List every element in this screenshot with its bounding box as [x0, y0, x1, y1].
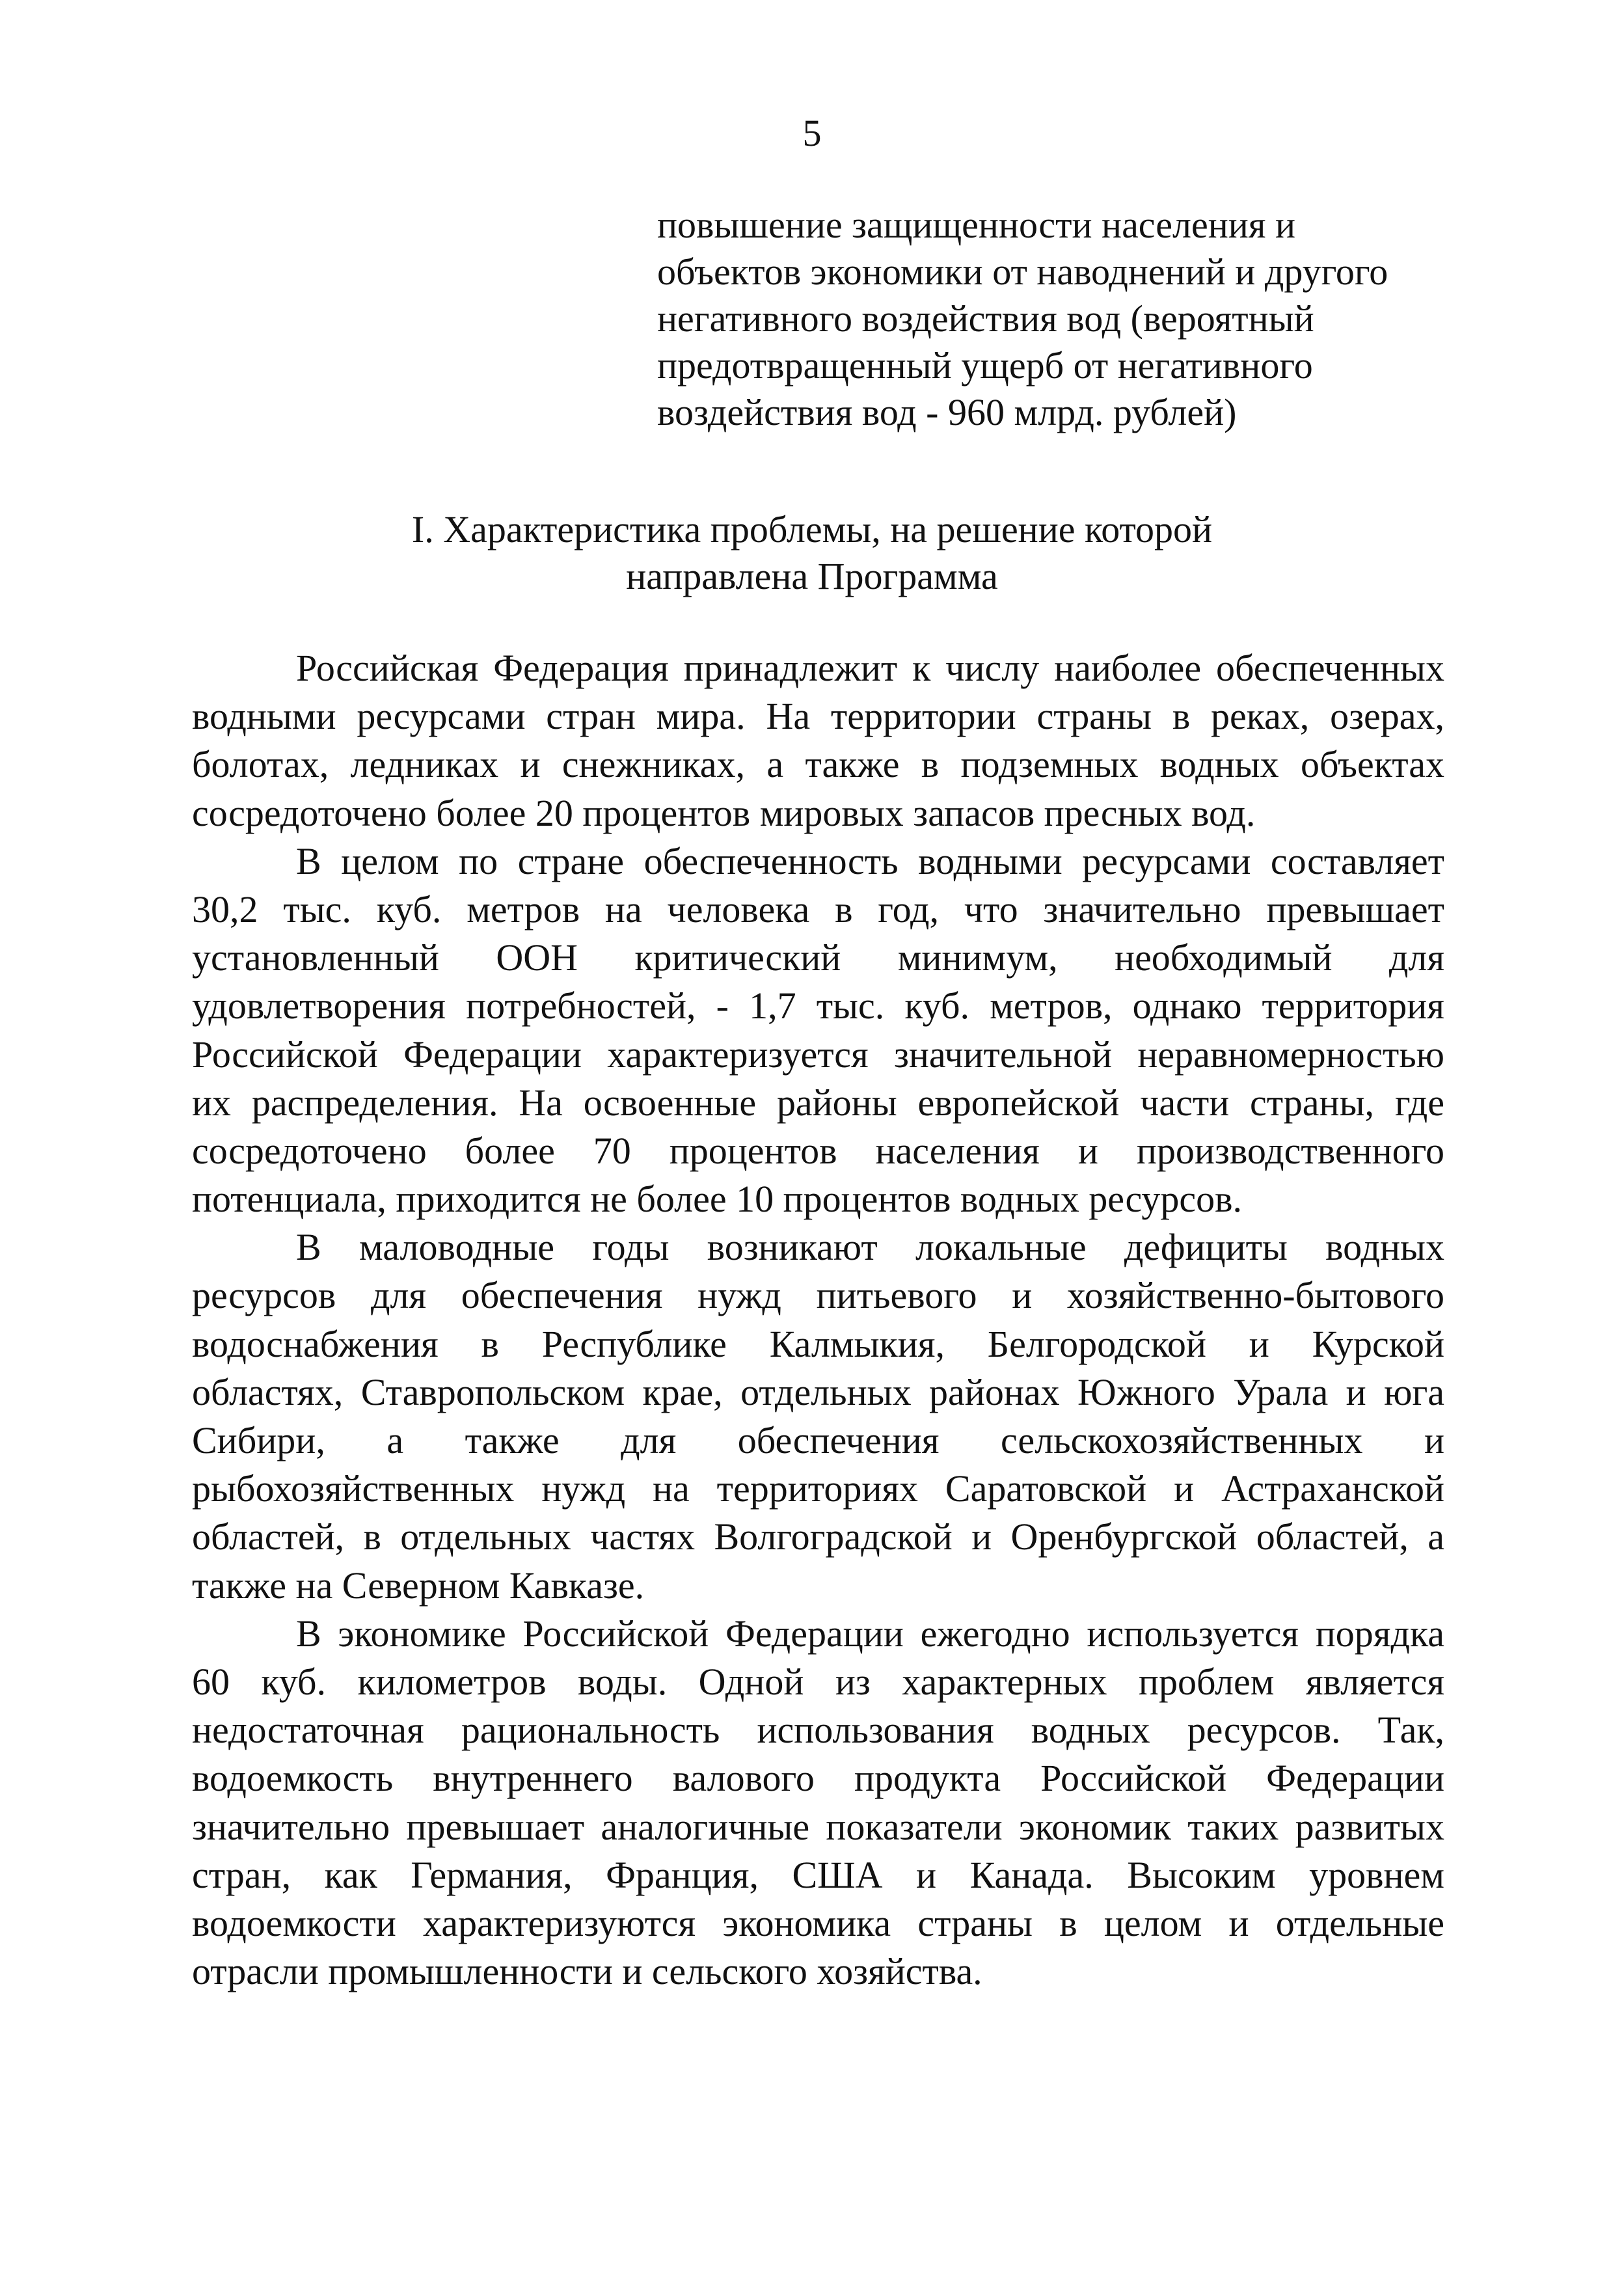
text-line: областях, Ставропольском крае, отдельных районах Южного Урала и юга — [192, 1370, 1444, 1413]
text-line: болотах, ледниках и снежниках, а также в подземных водных объектах — [192, 743, 1444, 786]
continuation-line: повышение защищенности населения и — [657, 204, 1295, 246]
text-line: областей, в отдельных частях Волгоградской и Оренбургской областей, а — [192, 1515, 1444, 1558]
text-line: Сибири, а также для обеспечения сельскохозяйственных и — [192, 1419, 1444, 1461]
text-line: водными ресурсами стран мира. На территории страны в реках, озерах, — [192, 695, 1444, 738]
text-line: рыбохозяйственных нужд на территориях Саратовской и Астраханской — [192, 1467, 1444, 1510]
text-line: В экономике Российской Федерации ежегодно используется порядка — [296, 1612, 1444, 1655]
section-heading-line: направлена Программа — [626, 555, 998, 597]
text-line: недостаточная рациональность использования водных ресурсов. Так, — [192, 1709, 1444, 1752]
text-line: 30,2 тыс. куб. метров на человека в год, что значительно превышает — [192, 888, 1444, 930]
text-line: отрасли промышленности и сельского хозяйства. — [192, 1950, 982, 1993]
paragraph-3 — [192, 1223, 1444, 1610]
text-line: Российской Федерации характеризуется значительной неравномерностью — [192, 1033, 1444, 1076]
continuation-text-block — [657, 202, 1412, 436]
text-line: их распределения. На освоенные районы европейской части страны, где — [192, 1081, 1444, 1124]
text-line: удовлетворения потребностей, - 1,7 тыс. куб. метров, однако территория — [192, 985, 1444, 1027]
text-line: водоемкости характеризуются экономика страны в целом и отдельные — [192, 1901, 1444, 1944]
continuation-line: предотвращенный ущерб от негативного — [657, 344, 1313, 387]
text-line: Российская Федерация принадлежит к числу наиболее обеспеченных — [296, 647, 1444, 689]
section-heading-line: I. Характеристика проблемы, на решение которой — [411, 508, 1213, 550]
text-line: потенциала, приходится не более 10 процентов водных ресурсов. — [192, 1178, 1243, 1221]
text-line: установленный ООН критический минимум, необходимый для — [192, 936, 1444, 979]
text-line: сосредоточено более 20 процентов мировых запасов пресных вод. — [192, 791, 1256, 834]
text-line: В целом по стране обеспеченность водными ресурсами составляет — [296, 839, 1444, 882]
text-line: водоемкость внутреннего валового продукта Российской Федерации — [192, 1757, 1444, 1800]
text-line: сосредоточено более 70 процентов населения и производственного — [192, 1129, 1444, 1172]
text-line: водоснабжения в Республике Калмыкия, Белгородской и Курской — [192, 1322, 1444, 1365]
text-line: ресурсов для обеспечения нужд питьевого и хозяйственно-бытового — [192, 1274, 1444, 1317]
paragraph-1 — [192, 644, 1444, 837]
text-line: стран, как Германия, Франция, США и Канада. Высоким уровнем — [192, 1853, 1444, 1896]
text-line: значительно превышает аналогичные показатели экономик таких развитых — [192, 1805, 1444, 1848]
paragraph-4 — [192, 1610, 1444, 1996]
text-line: 60 куб. километров воды. Одной из характерных проблем является — [192, 1660, 1444, 1703]
page-number: 5 — [802, 112, 822, 154]
paragraph-2 — [192, 837, 1444, 1224]
continuation-line: объектов экономики от наводнений и другого — [657, 251, 1388, 293]
text-line: также на Северном Кавказе. — [192, 1564, 645, 1607]
continuation-line: воздействия вод - 960 млрд. рублей) — [657, 391, 1237, 433]
text-line: В маловодные годы возникают локальные дефициты водных — [296, 1226, 1444, 1269]
body-text — [192, 644, 1444, 1996]
continuation-line: негативного воздействия вод (вероятный — [657, 297, 1314, 340]
section-heading — [0, 506, 1624, 600]
